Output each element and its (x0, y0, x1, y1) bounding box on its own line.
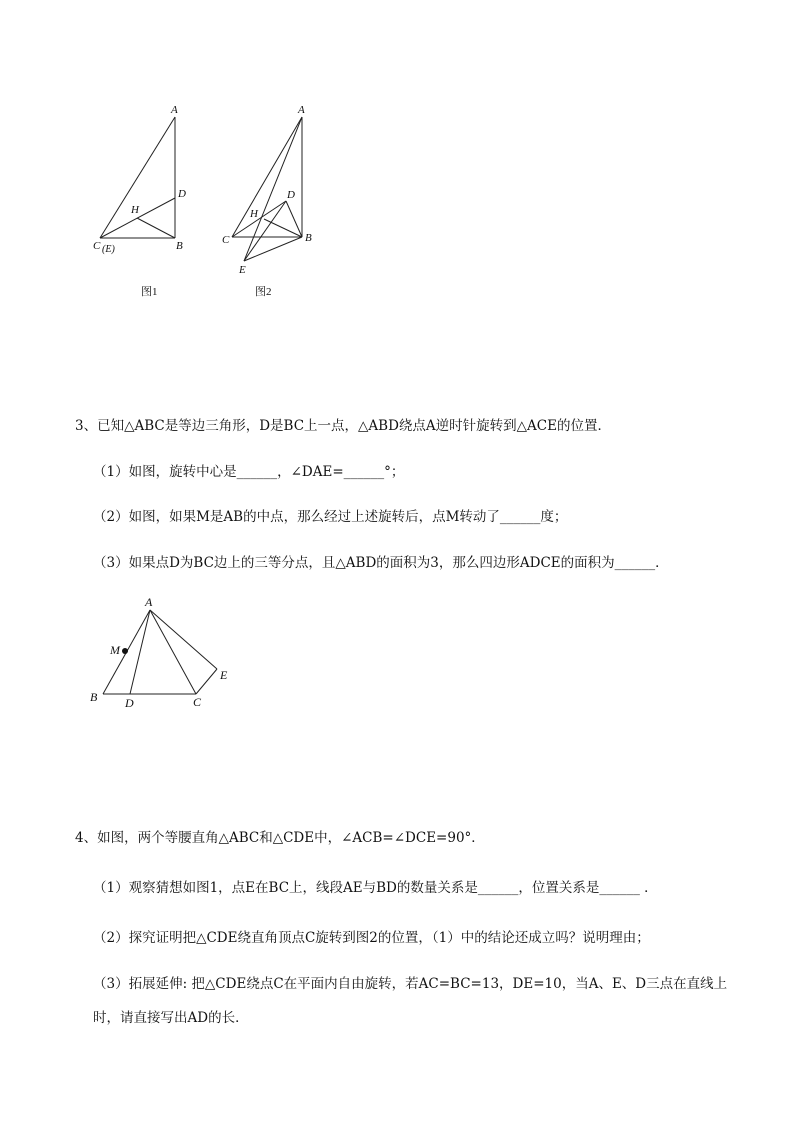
fig2-label-B: B (305, 232, 312, 244)
point-m-dot (122, 648, 128, 654)
fig2-label-H: H (250, 208, 258, 220)
q3-part3: （3）如果点D为BC边上的三等分点，且△ABD的面积为3，那么四边形ADCE的面积为______． (93, 555, 669, 571)
q3-label-B: B (90, 690, 98, 704)
q4-part3-line2: 时，请直接写出AD的长． (93, 1010, 249, 1026)
q3-part1: （1）如图，旋转中心是______，∠DAE=______°； (93, 464, 405, 480)
geometry-figures-top (0, 0, 794, 310)
q3-figure (0, 590, 794, 720)
q3-stem: 3、已知△ABC是等边三角形，D是BC上一点，△ABD绕点A逆时针旋转到△ACE的位置． (75, 418, 611, 434)
q4-part3-line1: （3）拓展延伸: 把△CDE绕点C在平面内自由旋转，若AC=BC=13，DE=10，当A、E、D三点在直线上 (93, 976, 728, 992)
q4-stem: 4、如图，两个等腰直角△ABC和△CDE中，∠ACB=∠DCE=90°． (75, 830, 485, 846)
fig1-label-D: D (178, 188, 186, 200)
fig1-label-H: H (131, 204, 139, 216)
fig1-label-E: (E) (102, 244, 115, 255)
fig2-label-E: E (239, 264, 246, 276)
fig1-caption: 图1 (141, 286, 158, 298)
fig2-caption: 图2 (255, 286, 272, 298)
q3-part2: （2）如图，如果M是AB的中点，那么经过上述旋转后，点M转动了______度； (93, 509, 568, 525)
fig1-label-B: B (176, 240, 183, 252)
q3-label-D: D (125, 696, 134, 710)
q3-label-A: A (145, 595, 153, 609)
fig2-label-C: C (222, 234, 230, 246)
fig2-label-A: A (298, 104, 305, 116)
q3-label-C: C (193, 695, 202, 709)
fig1-label-C: C (93, 240, 101, 252)
fig2-label-D: D (287, 189, 295, 201)
q4-part1: （1）观察猜想如图1，点E在BC上，线段AE与BD的数量关系是______，位置关系是______ ． (93, 880, 658, 896)
q3-label-M: M (110, 643, 120, 657)
fig1-label-A: A (171, 104, 178, 116)
q4-part2: （2）探究证明把△CDE绕直角顶点C旋转到图2的位置，（1）中的结论还成立吗？说明理由； (93, 930, 650, 946)
q3-label-E: E (220, 668, 228, 682)
figure-1 (100, 117, 175, 238)
